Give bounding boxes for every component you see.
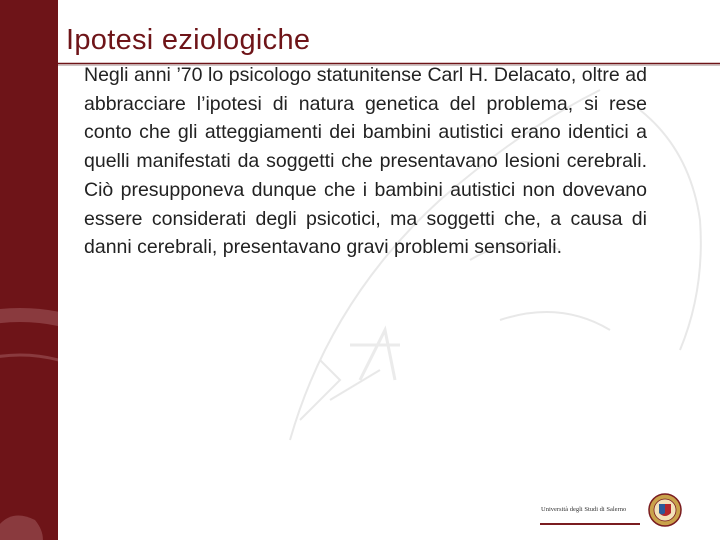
university-seal-icon bbox=[0, 305, 58, 540]
footer-rule bbox=[540, 523, 640, 525]
body-paragraph: Negli anni ’70 lo psicologo statunitense Carl H. Delacato, oltre ad abbracciare l’ipotesi di natura genetica del problema, si rese conto che gli atteggiamenti dei bambini autistici erano identici a quelli manifestati da soggetti che presentavano lesioni cerebrali. Ciò presupponeva dunque che i bambini autistici non dovevano essere considerati degli psicotici, ma soggetti che, a causa di danni cerebrali, presentavano gravi problemi sensoriali. bbox=[84, 64, 647, 259]
university-logo-icon bbox=[648, 493, 682, 527]
institution-name: Università degli Studi di Salerno bbox=[541, 506, 627, 513]
sidebar-band bbox=[0, 0, 58, 540]
slide-title: Ipotesi eziologiche bbox=[66, 24, 311, 56]
